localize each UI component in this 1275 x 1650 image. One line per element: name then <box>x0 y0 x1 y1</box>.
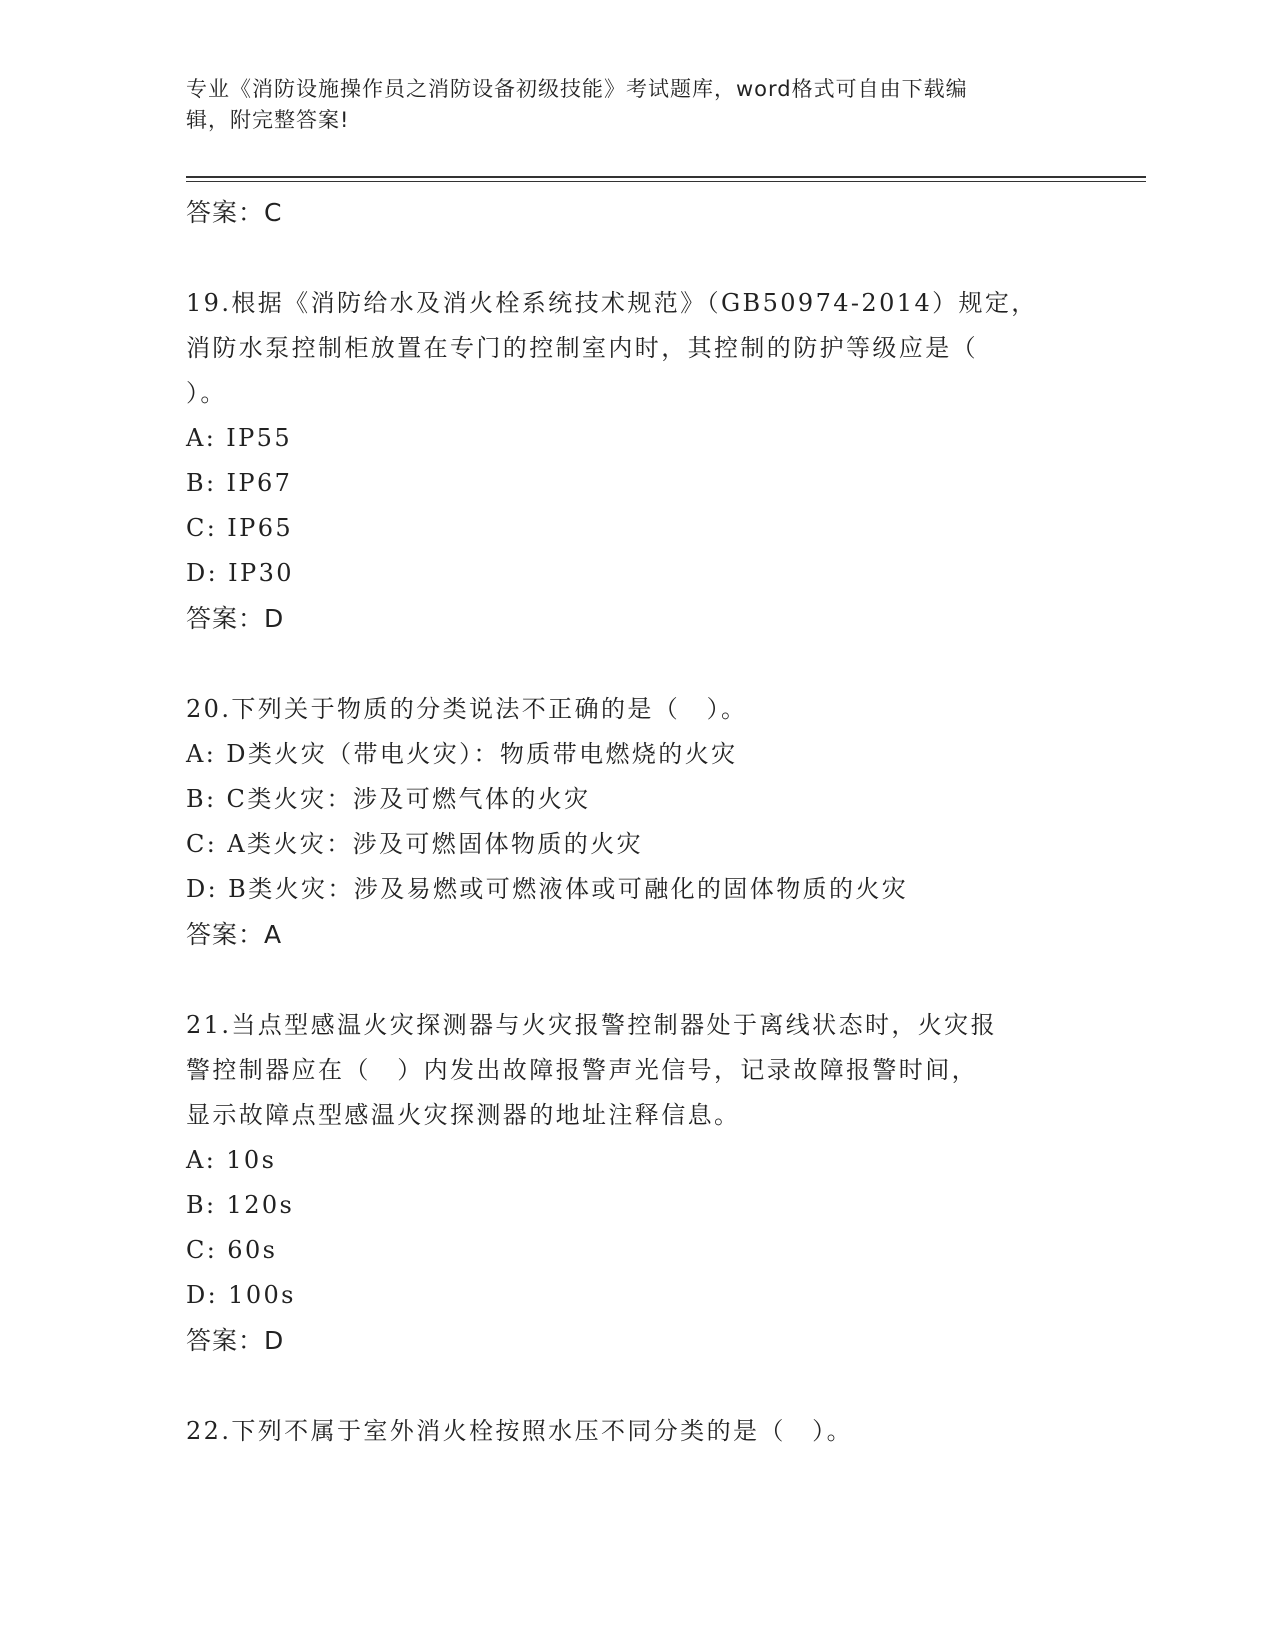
question-text: 22.下列不属于室外消火栓按照水压不同分类的是（ ）。 <box>186 1417 853 1445</box>
option-d: D: 100s <box>186 1281 296 1309</box>
option-a: A: IP55 <box>186 424 293 452</box>
spacer <box>186 1363 1086 1409</box>
question-text: 显示故障点型感温火灾探测器的地址注释信息。 <box>186 1101 741 1129</box>
spacer <box>186 957 1086 1003</box>
option-c: C: 60s <box>186 1236 278 1264</box>
question-text: 消防水泵控制柜放置在专门的控制室内时，其控制的防护等级应是（ <box>186 334 978 362</box>
question-21 <box>186 1003 1086 1363</box>
option-a: A: 10s <box>186 1146 277 1174</box>
option-c: C: IP65 <box>186 514 294 542</box>
option-d: D: IP30 <box>186 559 294 587</box>
option-b: B: C类火灾：涉及可燃气体的火灾 <box>186 785 591 813</box>
question-22 <box>186 1409 1086 1454</box>
header-divider-thin <box>186 181 1146 182</box>
option-a: A: D类火灾（带电火灾）：物质带电燃烧的火灾 <box>186 740 738 768</box>
answer: 答案：D <box>186 1326 285 1355</box>
option-d: D: B类火灾：涉及易燃或可燃液体或可融化的固体物质的火灾 <box>186 875 909 903</box>
answer: 答案：D <box>186 604 285 633</box>
header-line-1: 专业《消防设施操作员之消防设备初级技能》考试题库，word格式可自由下载编 <box>186 77 968 101</box>
answer-prev: 答案：C <box>186 198 283 227</box>
spacer <box>186 235 1086 281</box>
header-line-2: 辑，附完整答案! <box>186 108 350 132</box>
question-text: ）。 <box>186 379 227 407</box>
question-list <box>186 190 1086 1454</box>
question-19 <box>186 281 1086 641</box>
answer: 答案：A <box>186 920 283 949</box>
header-divider-thick <box>186 176 1146 178</box>
question-20 <box>186 687 1086 957</box>
option-c: C: A类火灾：涉及可燃固体物质的火灾 <box>186 830 644 858</box>
spacer <box>186 641 1086 687</box>
option-b: B: IP67 <box>186 469 293 497</box>
question-text: 21.当点型感温火灾探测器与火灾报警控制器处于离线状态时，火灾报 <box>186 1011 997 1039</box>
question-text: 19.根据《消防给水及消火栓系统技术规范》（GB50974-2014）规定， <box>186 289 1038 317</box>
question-text: 警控制器应在（ ）内发出故障报警声光信号，记录故障报警时间， <box>186 1056 978 1084</box>
question-text: 20.下列关于物质的分类说法不正确的是（ ）。 <box>186 695 748 723</box>
document-header <box>186 74 1066 136</box>
option-b: B: 120s <box>186 1191 295 1219</box>
